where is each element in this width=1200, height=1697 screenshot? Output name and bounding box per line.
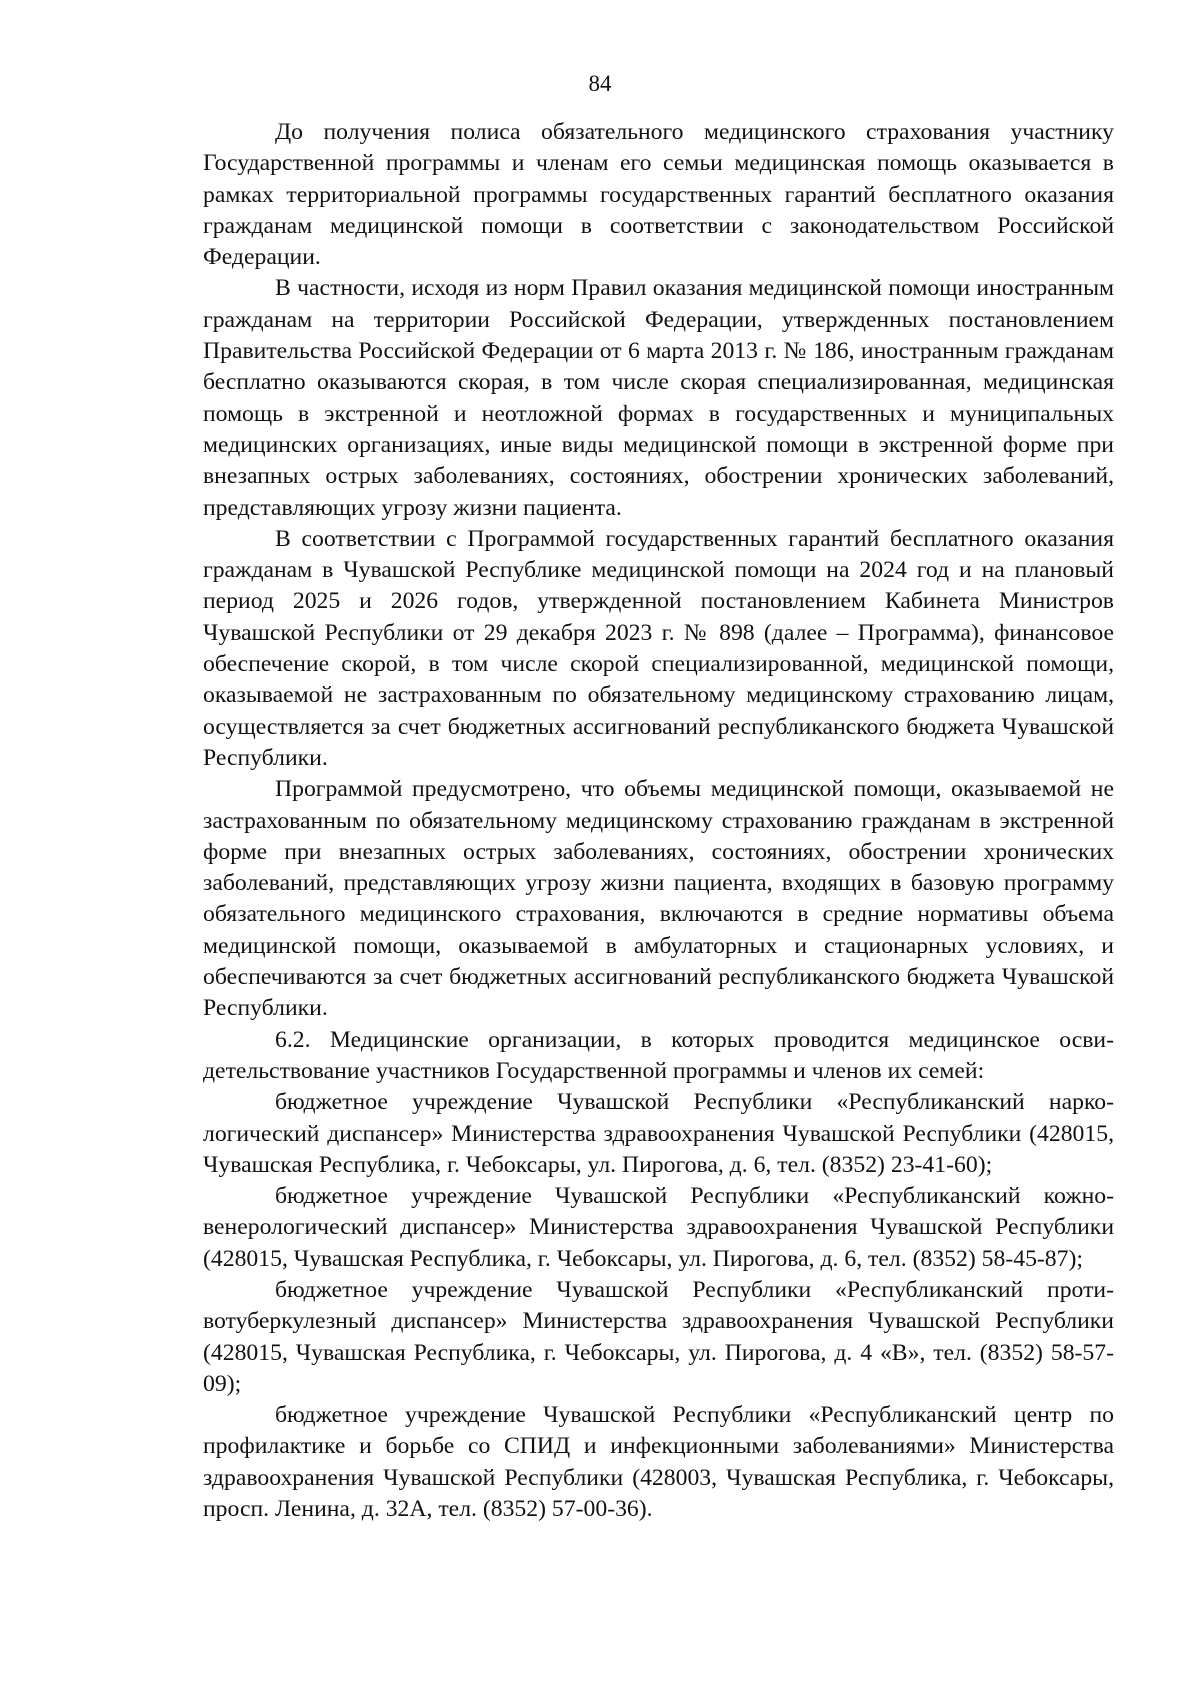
list-item-aids-center: бюджетное учреждение Чувашской Республики «Республиканский центр по профилактике и борьбе со СПИД и инфекционными заболеваниями» Министерства здравоохранения Чувашской Республики (428003, Чувашская Республика, г. Чебоксары, просп. Ленина, д. 32А, тел. (8352) 57-00-36). <box>203 1402 1114 1523</box>
document-body <box>203 117 1114 1525</box>
page-number: 84 <box>588 71 612 96</box>
paragraph-foreign-citizens-rules: В частности, исходя из норм Правил оказания медицинской помощи иностранным гражданам на территории Российской Федерации, утвержденных постановлением Правительства Российской Федерации от 6 марта 2013 г. № 186, иностранным гражданам бесплатно оказываются скорая, в том числе скорая специализированная, медицинская помощь в экстренной и неотложной формах в государственных и муниципальных медицинских организациях, иные виды медицинской помощи в экстренной форме при внезапных острых заболеваниях, состояниях, обострении хронических заболеваний, представляющих угрозу жизни пациента. <box>203 275 1114 521</box>
paragraph-insurance-policy: До получения полиса обязательного медицинского страхования участнику Государственной программы и членам его семьи медицинская помощь оказывается в рамках территориальной программы государственных гарантий бесплатного оказания гражданам медицинской помощи в соответствии с законодательством Российской Федерации. <box>203 119 1114 271</box>
paragraph-guarantee-program: В соответствии с Программой государственных гарантий бесплатного оказания гражданам в Чувашской Республике медицинской помощи на 2024 год и на плановый период 2025 и 2026 годов, утвержденной постановлением Кабинета Министров Чувашской Республики от 29 декабря 2023 г. № 898 (далее – Программа), финансовое обеспечение скорой, в том числе скорой специализированной, медицинской помощи, оказываемой не застрахованным по обязательному медицинскому страхованию лицам, осуществляется за счет бюджетных ассигнований республиканского бюджета Чувашской Республики. <box>203 525 1114 771</box>
list-item-dermatovenerology-dispensary: бюджетное учреждение Чувашской Республики «Республиканский кожновенерологический диспансер» Министерства здравоохранения Чувашской Республики (428015, Чувашская Республика, г. Чебоксары, ул. Пирогова, д. 6, тел. (8352) 58-45-87); <box>203 1183 1114 1272</box>
paragraph-program-volumes: Программой предусмотрено, что объемы медицинской помощи, оказываемой не застрахованным по обязательному медицинскому страхованию гражданам в экстренной форме при внезапных острых заболеваниях, состояниях, обострении хронических заболеваний, представляющих угрозу жизни пациента, входящих в базовую программу обязательного медицинского страхования, включаются в средние нормативы объема медицинской помощи, оказываемой в амбулаторных и стационарных условиях, и обеспечиваются за счет бюджетных ассигнований республиканского бюджета Чувашской Республики. <box>203 776 1114 1022</box>
list-item-tuberculosis-dispensary: бюджетное учреждение Чувашской Республики «Республиканский противотуберкулезный диспансер» Министерства здравоохранения Чувашской Республики (428015, Чувашская Республика, г. Чебоксары, ул. Пирогова, д. 4 «В», тел. (8352) 58-57-09); <box>203 1276 1114 1397</box>
paragraph-section-6-2: 6.2. Медицинские организации, в которых проводится медицинское освидетельствование участников Государственной программы и членов их семей: <box>203 1026 1114 1084</box>
list-item-narcology-dispensary: бюджетное учреждение Чувашской Республики «Республиканский наркологический диспансер» Министерства здравоохранения Чувашской Республики (428015, Чувашская Республика, г. Чебоксары, ул. Пирогова, д. 6, тел. (8352) 23-41-60); <box>203 1089 1114 1178</box>
